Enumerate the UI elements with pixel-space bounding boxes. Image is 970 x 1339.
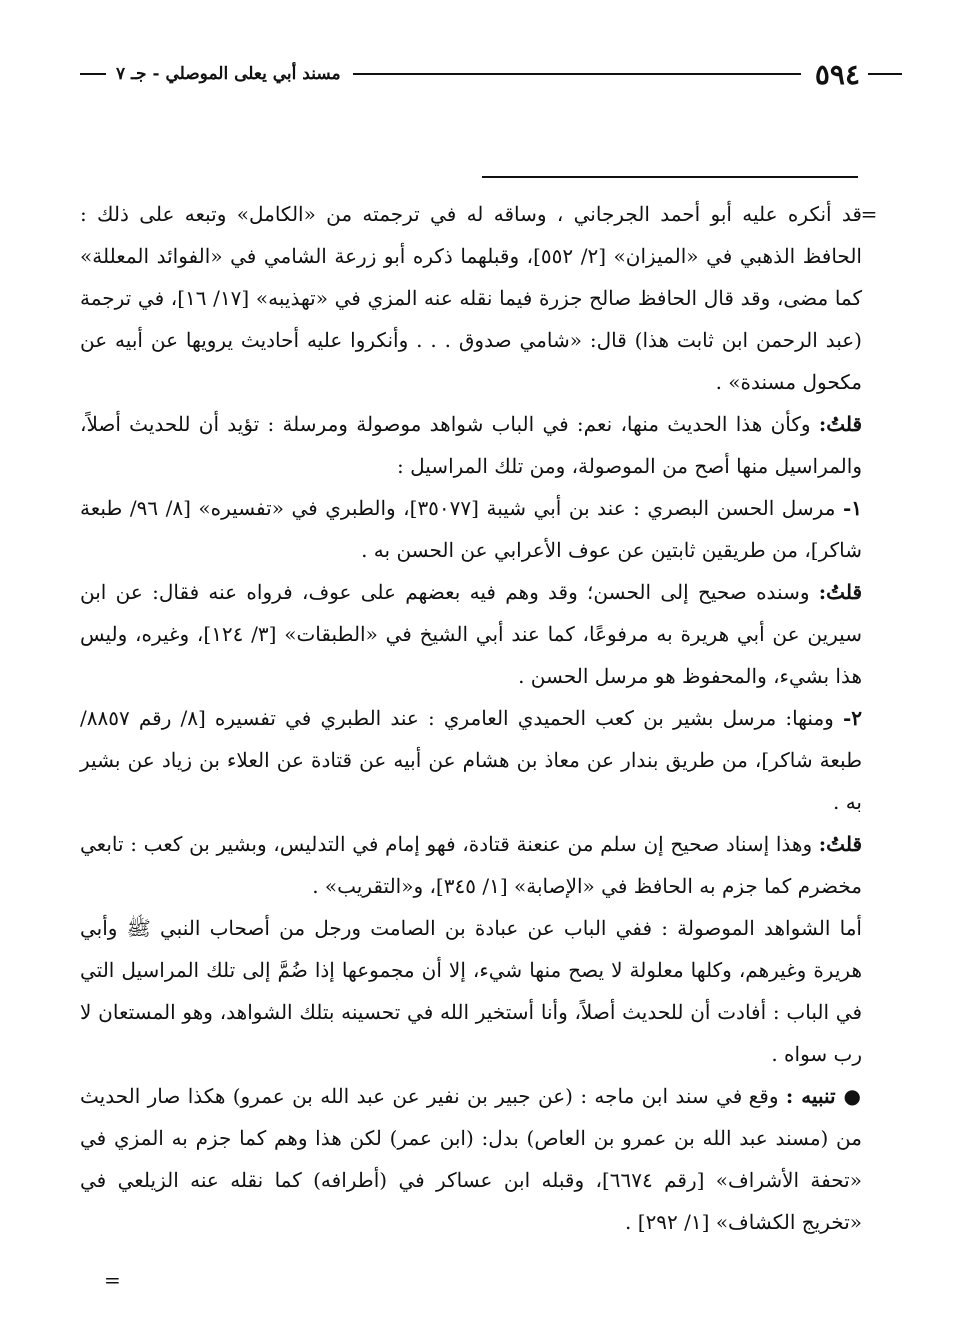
paragraph-lead: قلتُ: xyxy=(818,580,862,604)
paragraph-4 xyxy=(80,571,862,697)
paragraph-6 xyxy=(80,823,862,907)
header-rule xyxy=(353,73,801,75)
paragraph-2 xyxy=(80,403,862,487)
paragraph-8 xyxy=(80,1075,862,1243)
paragraph-lead: ● تنبيه : xyxy=(785,1084,863,1108)
footnote-separator xyxy=(482,176,858,178)
paragraph-lead: قلتُ: xyxy=(818,832,862,856)
paragraph-3 xyxy=(80,487,862,571)
page-header xyxy=(80,56,902,92)
paragraph-text: قد أنكره عليه أبو أحمد الجرجاني ، وساقه له في ترجمته من «الكامل» وتبعه على ذلك : الحافظ الذهبي في «الميزان» [٢/ ٥٥٢]، وقبلهما ذكره أبو زرعة الشامي في «الفوائد المعللة» كما مضى، وقد قال الحافظ صالح جزرة فيما نقله عنه المزي في «تهذيبه» [١٧/ ١٦]، في ترجمة (عبد الرحمن ابن ثابت هذا) قال: «شامي صدوق . . . وأنكروا عليه أحاديث يرويها عن أبيه عن مكحول مسندة» . xyxy=(80,202,862,394)
paragraph-lead: ٢- xyxy=(842,706,862,730)
paragraph-text: وهذا إسناد صحيح إن سلم من عنعنة قتادة، فهو إمام في التدليس، وبشير بن كعب : تابعي مخضرم كما جزم به الحافظ في «الإصابة» [١/ ٣٤٥]، و«التقريب» . xyxy=(80,832,862,898)
header-rule-left xyxy=(80,73,106,75)
paragraph-7 xyxy=(80,907,862,1075)
paragraph-1 xyxy=(80,193,862,403)
continuation-marker-end: = xyxy=(104,1268,121,1292)
paragraph-text: ومنها: مرسل بشير بن كعب الحميدي العامري : عند الطبري في تفسيره [٨/ رقم ٨٨٥٧/ طبعة شاكر]، من طريق بندار عن معاذ بن هشام عن أبيه عن قتادة عن العلاء بن زياد عن بشير به . xyxy=(80,706,862,814)
paragraph-text: وكأن هذا الحديث منها، نعم: في الباب شواهد موصولة ومرسلة : تؤيد أن للحديث أصلاً، والمراسيل منها أصح من الموصولة، ومن تلك المراسيل : xyxy=(80,412,862,478)
header-rule-right xyxy=(868,73,902,75)
paragraph-text: أما الشواهد الموصولة : ففي الباب عن عبادة بن الصامت ورجل من أصحاب النبي ﷺ وأبي هريرة وغيرهم، وكلها معلولة لا يصح منها شيء، إلا أن مجموعها إذا ضُمَّ إلى تلك المراسيل التي في الباب : أفادت أن للحديث أصلاً، وأنا أستخير الله في تحسينه بتلك الشواهد، وهو المستعان لا رب سواه . xyxy=(80,916,862,1066)
continuation-marker-start: = xyxy=(860,202,878,226)
paragraph-text: مرسل الحسن البصري : عند بن أبي شيبة [٣٥٠٧٧]، والطبري في «تفسيره» [٨/ ٩٦/ طبعة شاكر]، من طريقين ثابتين عن عوف الأعرابي عن الحسن به . xyxy=(80,496,862,562)
running-title: مسند أبي يعلى الموصلي - جـ ٧ xyxy=(116,64,341,84)
page-number: ٥٩٤ xyxy=(814,57,860,91)
paragraph-text: وسنده صحيح إلى الحسن؛ وقد وهم فيه بعضهم على عوف، فرواه عنه فقال: عن ابن سيرين عن أبي هريرة به مرفوعًا، كما عند أبي الشيخ في «الطبقات» [٣/ ١٢٤]، وغيره، وليس هذا بشيء، والمحفوظ هو مرسل الحسن . xyxy=(80,580,862,688)
paragraph-5 xyxy=(80,697,862,823)
paragraph-text: وقع في سند ابن ماجه : (عن جبير بن نفير عن عبد الله بن عمرو) هكذا صار الحديث من (مسند عبد الله بن عمرو بن العاص) بدل: (ابن عمر) لكن هذا وهم كما جزم به المزي في «تحفة الأشراف» [رقم ٦٦٧٤]، وقبله ابن عساكر في (أطرافه) كما نقله عنه الزيلعي في «تخريج الكشاف» [١/ ٢٩٢] . xyxy=(80,1084,862,1234)
paragraph-lead: قلتُ: xyxy=(818,412,863,436)
paragraph-lead: ١- xyxy=(842,496,863,520)
footnote-text xyxy=(80,193,862,1243)
